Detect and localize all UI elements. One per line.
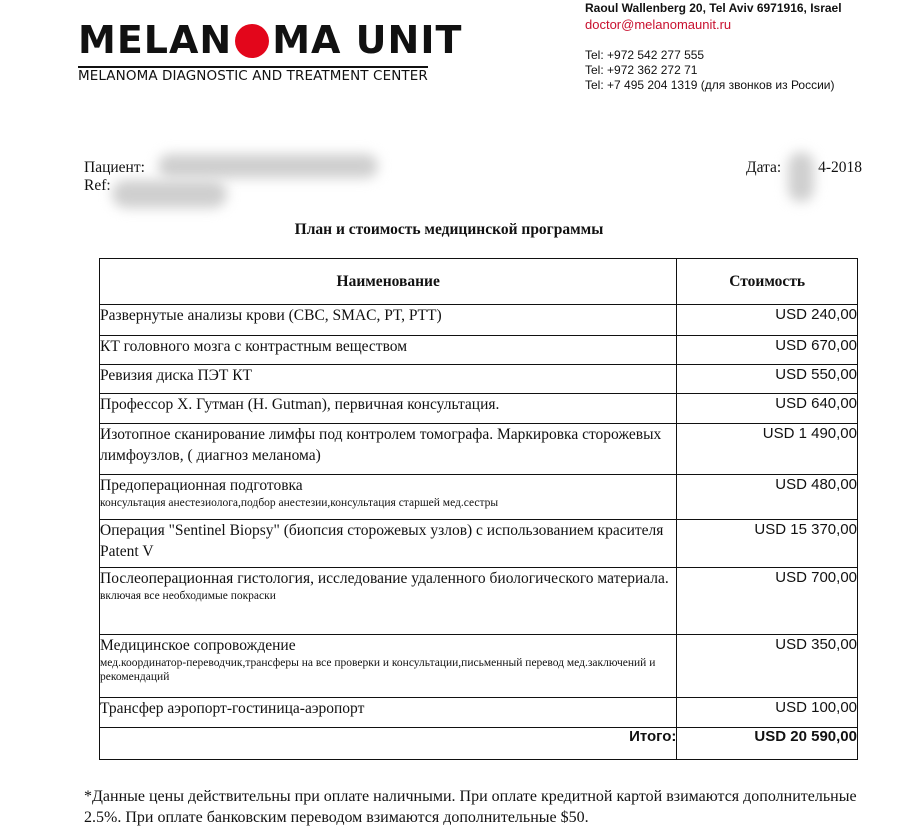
- table-row: [100, 305, 858, 336]
- row-note: мед.координатор-переводчик,трансферы на все проверки и консультации,письменный перевод мед.заключений и рекомендаций: [100, 657, 656, 683]
- logo-red-dot-icon: [235, 24, 269, 58]
- logo: [78, 18, 463, 84]
- row-name-cell: [100, 475, 677, 520]
- row-name: Операция "Sentinel Biopsy" (биопсия сторожевых узлов) с использованием красителя Patent V: [100, 520, 677, 568]
- table-row: [100, 698, 858, 728]
- row-cost: USD 100,00: [677, 698, 858, 728]
- contact-block: [585, 1, 842, 93]
- date-value: 4-2018: [818, 159, 862, 176]
- row-name: Профессор Х. Гутман (H. Gutman), первичная консультация.: [100, 394, 677, 424]
- contact-phone-1: Tel: +972 542 277 555: [585, 48, 705, 62]
- row-name: Медицинское сопровождение: [100, 637, 296, 654]
- table-row: [100, 635, 858, 698]
- row-name: Послеоперационная гистология, исследование удаленного биологического материала.: [100, 570, 669, 587]
- contact-phone-3: Tel: +7 495 204 1319 (для звонков из России): [585, 78, 835, 92]
- ref-label: Ref:: [84, 177, 111, 194]
- logo-wordmark: MELAN MA UNIT: [78, 18, 463, 62]
- row-cost: USD 350,00: [677, 635, 858, 698]
- table-row: [100, 424, 858, 475]
- total-row: [100, 728, 858, 760]
- table-row: [100, 365, 858, 394]
- table-row: [100, 520, 858, 568]
- date-label: Дата:: [746, 159, 782, 176]
- table-row: [100, 568, 858, 635]
- patient-label: Пациент:: [84, 159, 145, 176]
- redacted-date: [788, 152, 814, 202]
- table-row: [100, 336, 858, 365]
- row-cost: USD 700,00: [677, 568, 858, 635]
- column-header-cost: Стоимость: [677, 259, 858, 305]
- table-row: [100, 475, 858, 520]
- table-header: [100, 259, 858, 305]
- total-label: Итого:: [100, 728, 677, 760]
- row-name-cell: [100, 635, 677, 698]
- document-title: План и стоимость медицинской программы: [294, 221, 604, 238]
- table-row: [100, 394, 858, 424]
- row-cost: USD 480,00: [677, 475, 858, 520]
- pricing-footnote: *Данные цены действительны при оплате наличными. При оплате кредитной картой взимаются дополнительные 2.5%. При оплате банковским переводом взимаются дополнительные $50.: [84, 788, 857, 826]
- row-name-cell: [100, 568, 677, 635]
- row-note: консультация анестезиолога,подбор анестезии,консультация старшей мед.сестры: [100, 497, 499, 509]
- row-name: Развернутые анализы крови (CBC, SMAC, PT, PTT): [100, 305, 677, 336]
- row-name: Изотопное сканирование лимфы под контролем томографа. Маркировка сторожевых лимфоузлов, ( диагноз меланома): [100, 424, 677, 475]
- price-table: [99, 258, 858, 760]
- contact-address: Raoul Wallenberg 20, Tel Aviv 6971916, Israel: [585, 1, 842, 15]
- row-cost: USD 240,00: [677, 305, 858, 336]
- row-cost: USD 1 490,00: [677, 424, 858, 475]
- row-cost: USD 670,00: [677, 336, 858, 365]
- total-value: USD 20 590,00: [677, 728, 858, 760]
- column-header-name: Наименование: [100, 259, 677, 305]
- row-name: КТ головного мозга с контрастным веществом: [100, 336, 677, 365]
- row-note: включая все необходимые покраски: [100, 590, 276, 602]
- row-cost: USD 550,00: [677, 365, 858, 394]
- row-name: Ревизия диска ПЭТ КТ: [100, 365, 677, 394]
- contact-email[interactable]: doctor@melanomaunit.ru: [585, 17, 732, 32]
- contact-phone-2: Tel: +972 362 272 71: [585, 63, 698, 77]
- row-name: Трансфер аэропорт-гостиница-аэропорт: [100, 698, 677, 728]
- logo-subtitle: MELANOMA DIAGNOSTIC AND TREATMENT CENTER: [78, 68, 428, 84]
- row-name: Предоперационная подготовка: [100, 477, 303, 494]
- redacted-patient-name: [158, 154, 378, 178]
- redacted-ref: [112, 180, 227, 208]
- row-cost: USD 640,00: [677, 394, 858, 424]
- row-cost: USD 15 370,00: [677, 520, 858, 568]
